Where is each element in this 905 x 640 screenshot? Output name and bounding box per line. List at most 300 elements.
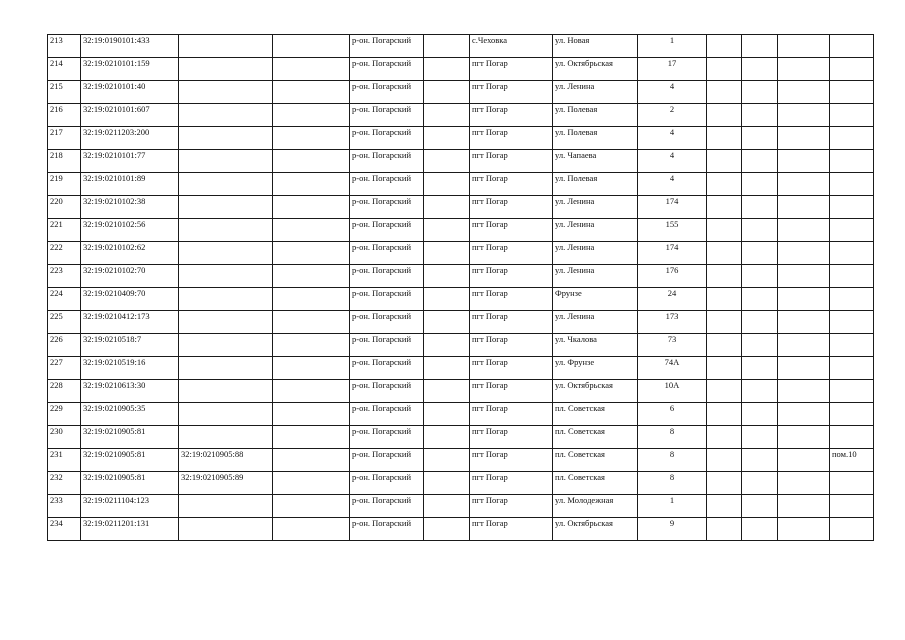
empty-cell-cell xyxy=(742,35,778,58)
cadastral-number-cell: 32:19:0210409:70 xyxy=(81,288,179,311)
cadastral-number-cell: 32:19:0210519:16 xyxy=(81,357,179,380)
row-number-cell: 232 xyxy=(48,472,81,495)
row-number-cell: 222 xyxy=(48,242,81,265)
cadastral-number-2-cell xyxy=(179,35,273,58)
note-cell xyxy=(830,311,874,334)
empty-cell-cell xyxy=(424,219,470,242)
empty-cell-cell xyxy=(273,495,350,518)
row-number-cell: 227 xyxy=(48,357,81,380)
empty-cell-cell xyxy=(707,242,742,265)
empty-cell-cell xyxy=(778,426,830,449)
empty-cell-cell xyxy=(742,495,778,518)
street-cell: пл. Советская xyxy=(553,403,638,426)
empty-cell-cell xyxy=(424,334,470,357)
empty-cell-cell xyxy=(424,58,470,81)
cadastral-number-cell: 32:19:0210102:38 xyxy=(81,196,179,219)
empty-cell-cell xyxy=(424,449,470,472)
empty-cell-cell xyxy=(273,403,350,426)
empty-cell-cell xyxy=(742,196,778,219)
settlement-cell: пгт Погар xyxy=(470,495,553,518)
property-table xyxy=(47,34,874,541)
empty-cell-cell xyxy=(778,219,830,242)
table-row xyxy=(48,150,874,173)
empty-cell-cell xyxy=(742,518,778,541)
district-cell: р-он. Погарский xyxy=(350,472,424,495)
empty-cell-cell xyxy=(273,35,350,58)
row-number-cell: 216 xyxy=(48,104,81,127)
table-row xyxy=(48,334,874,357)
empty-cell-cell xyxy=(778,449,830,472)
empty-cell-cell xyxy=(707,173,742,196)
street-cell: ул. Полевая xyxy=(553,127,638,150)
empty-cell-cell xyxy=(742,219,778,242)
empty-cell-cell xyxy=(273,472,350,495)
empty-cell-cell xyxy=(707,311,742,334)
house-number-cell: 176 xyxy=(638,265,707,288)
cadastral-number-2-cell: 32:19:0210905:89 xyxy=(179,472,273,495)
empty-cell-cell xyxy=(778,334,830,357)
note-cell xyxy=(830,104,874,127)
district-cell: р-он. Погарский xyxy=(350,357,424,380)
street-cell: ул. Чкалова xyxy=(553,334,638,357)
empty-cell-cell xyxy=(742,357,778,380)
cadastral-number-cell: 32:19:0210101:159 xyxy=(81,58,179,81)
empty-cell-cell xyxy=(273,81,350,104)
table-row xyxy=(48,357,874,380)
district-cell: р-он. Погарский xyxy=(350,495,424,518)
settlement-cell: пгт Погар xyxy=(470,472,553,495)
street-cell: ул. Молодежная xyxy=(553,495,638,518)
note-cell xyxy=(830,380,874,403)
district-cell: р-он. Погарский xyxy=(350,242,424,265)
settlement-cell: пгт Погар xyxy=(470,196,553,219)
cadastral-number-cell: 32:19:0210905:81 xyxy=(81,449,179,472)
settlement-cell: пгт Погар xyxy=(470,426,553,449)
house-number-cell: 6 xyxy=(638,403,707,426)
cadastral-number-2-cell xyxy=(179,104,273,127)
empty-cell-cell xyxy=(707,81,742,104)
settlement-cell: пгт Погар xyxy=(470,219,553,242)
empty-cell-cell xyxy=(273,334,350,357)
empty-cell-cell xyxy=(707,104,742,127)
note-cell xyxy=(830,242,874,265)
empty-cell-cell xyxy=(778,472,830,495)
table-body xyxy=(48,35,874,541)
empty-cell-cell xyxy=(742,426,778,449)
empty-cell-cell xyxy=(424,265,470,288)
house-number-cell: 8 xyxy=(638,426,707,449)
empty-cell-cell xyxy=(273,518,350,541)
note-cell xyxy=(830,173,874,196)
empty-cell-cell xyxy=(424,104,470,127)
empty-cell-cell xyxy=(742,265,778,288)
cadastral-number-cell: 32:19:0210905:81 xyxy=(81,426,179,449)
table-row xyxy=(48,196,874,219)
empty-cell-cell xyxy=(424,150,470,173)
settlement-cell: пгт Погар xyxy=(470,449,553,472)
empty-cell-cell xyxy=(778,380,830,403)
empty-cell-cell xyxy=(707,265,742,288)
district-cell: р-он. Погарский xyxy=(350,426,424,449)
table-row xyxy=(48,311,874,334)
note-cell xyxy=(830,196,874,219)
empty-cell-cell xyxy=(742,288,778,311)
street-cell: ул. Полевая xyxy=(553,173,638,196)
cadastral-number-cell: 32:19:0210102:62 xyxy=(81,242,179,265)
cadastral-number-2-cell: 32:19:0210905:88 xyxy=(179,449,273,472)
table-row xyxy=(48,173,874,196)
cadastral-number-cell: 32:19:0210412:173 xyxy=(81,311,179,334)
empty-cell-cell xyxy=(742,127,778,150)
empty-cell-cell xyxy=(707,380,742,403)
row-number-cell: 219 xyxy=(48,173,81,196)
cadastral-number-cell: 32:19:0210101:607 xyxy=(81,104,179,127)
row-number-cell: 229 xyxy=(48,403,81,426)
empty-cell-cell xyxy=(742,311,778,334)
cadastral-number-2-cell xyxy=(179,173,273,196)
cadastral-number-cell: 32:19:0210518:7 xyxy=(81,334,179,357)
note-cell xyxy=(830,472,874,495)
empty-cell-cell xyxy=(273,426,350,449)
cadastral-number-2-cell xyxy=(179,380,273,403)
empty-cell-cell xyxy=(707,127,742,150)
table-row xyxy=(48,58,874,81)
note-cell xyxy=(830,357,874,380)
note-cell xyxy=(830,127,874,150)
empty-cell-cell xyxy=(424,242,470,265)
table-row xyxy=(48,81,874,104)
cadastral-number-cell: 32:19:0211201:131 xyxy=(81,518,179,541)
house-number-cell: 173 xyxy=(638,311,707,334)
street-cell: пл. Советская xyxy=(553,426,638,449)
street-cell: ул. Ленина xyxy=(553,311,638,334)
house-number-cell: 1 xyxy=(638,495,707,518)
empty-cell-cell xyxy=(742,449,778,472)
note-cell xyxy=(830,35,874,58)
table-row xyxy=(48,426,874,449)
note-cell xyxy=(830,518,874,541)
empty-cell-cell xyxy=(707,334,742,357)
empty-cell-cell xyxy=(273,196,350,219)
settlement-cell: пгт Погар xyxy=(470,357,553,380)
district-cell: р-он. Погарский xyxy=(350,219,424,242)
cadastral-number-2-cell xyxy=(179,242,273,265)
cadastral-number-2-cell xyxy=(179,334,273,357)
house-number-cell: 1 xyxy=(638,35,707,58)
empty-cell-cell xyxy=(273,219,350,242)
note-cell xyxy=(830,58,874,81)
cadastral-number-cell: 32:19:0211104:123 xyxy=(81,495,179,518)
empty-cell-cell xyxy=(424,357,470,380)
cadastral-number-2-cell xyxy=(179,219,273,242)
house-number-cell: 9 xyxy=(638,518,707,541)
empty-cell-cell xyxy=(424,380,470,403)
settlement-cell: пгт Погар xyxy=(470,173,553,196)
row-number-cell: 230 xyxy=(48,426,81,449)
street-cell: ул. Ленина xyxy=(553,242,638,265)
empty-cell-cell xyxy=(273,357,350,380)
settlement-cell: пгт Погар xyxy=(470,104,553,127)
note-cell xyxy=(830,403,874,426)
empty-cell-cell xyxy=(742,173,778,196)
table-row xyxy=(48,104,874,127)
cadastral-number-2-cell xyxy=(179,426,273,449)
district-cell: р-он. Погарский xyxy=(350,104,424,127)
cadastral-number-2-cell xyxy=(179,127,273,150)
table-row xyxy=(48,288,874,311)
note-cell xyxy=(830,81,874,104)
empty-cell-cell xyxy=(707,495,742,518)
empty-cell-cell xyxy=(424,173,470,196)
table-row xyxy=(48,449,874,472)
row-number-cell: 215 xyxy=(48,81,81,104)
district-cell: р-он. Погарский xyxy=(350,265,424,288)
empty-cell-cell xyxy=(707,288,742,311)
empty-cell-cell xyxy=(273,265,350,288)
empty-cell-cell xyxy=(707,219,742,242)
house-number-cell: 73 xyxy=(638,334,707,357)
empty-cell-cell xyxy=(778,81,830,104)
empty-cell-cell xyxy=(273,380,350,403)
street-cell: Фрунзе xyxy=(553,288,638,311)
row-number-cell: 234 xyxy=(48,518,81,541)
house-number-cell: 4 xyxy=(638,173,707,196)
district-cell: р-он. Погарский xyxy=(350,173,424,196)
note-cell xyxy=(830,288,874,311)
cadastral-number-cell: 32:19:0210905:35 xyxy=(81,403,179,426)
note-cell: пом.10 xyxy=(830,449,874,472)
house-number-cell: 24 xyxy=(638,288,707,311)
district-cell: р-он. Погарский xyxy=(350,127,424,150)
district-cell: р-он. Погарский xyxy=(350,196,424,219)
empty-cell-cell xyxy=(273,242,350,265)
table-row xyxy=(48,127,874,150)
table-row xyxy=(48,518,874,541)
district-cell: р-он. Погарский xyxy=(350,518,424,541)
empty-cell-cell xyxy=(273,449,350,472)
house-number-cell: 8 xyxy=(638,472,707,495)
empty-cell-cell xyxy=(742,58,778,81)
street-cell: ул. Чапаева xyxy=(553,150,638,173)
settlement-cell: пгт Погар xyxy=(470,334,553,357)
row-number-cell: 218 xyxy=(48,150,81,173)
row-number-cell: 228 xyxy=(48,380,81,403)
cadastral-number-cell: 32:19:0210102:56 xyxy=(81,219,179,242)
row-number-cell: 217 xyxy=(48,127,81,150)
settlement-cell: пгт Погар xyxy=(470,518,553,541)
row-number-cell: 233 xyxy=(48,495,81,518)
district-cell: р-он. Погарский xyxy=(350,58,424,81)
house-number-cell: 155 xyxy=(638,219,707,242)
street-cell: ул. Ленина xyxy=(553,81,638,104)
street-cell: ул. Новая xyxy=(553,35,638,58)
house-number-cell: 174 xyxy=(638,242,707,265)
empty-cell-cell xyxy=(707,518,742,541)
row-number-cell: 220 xyxy=(48,196,81,219)
settlement-cell: пгт Погар xyxy=(470,58,553,81)
cadastral-number-cell: 32:19:0210613:30 xyxy=(81,380,179,403)
empty-cell-cell xyxy=(742,81,778,104)
street-cell: пл. Советская xyxy=(553,472,638,495)
empty-cell-cell xyxy=(778,150,830,173)
house-number-cell: 17 xyxy=(638,58,707,81)
empty-cell-cell xyxy=(742,403,778,426)
empty-cell-cell xyxy=(778,35,830,58)
empty-cell-cell xyxy=(424,288,470,311)
empty-cell-cell xyxy=(778,196,830,219)
empty-cell-cell xyxy=(778,104,830,127)
empty-cell-cell xyxy=(778,357,830,380)
table-row xyxy=(48,495,874,518)
house-number-cell: 4 xyxy=(638,81,707,104)
row-number-cell: 223 xyxy=(48,265,81,288)
cadastral-number-cell: 32:19:0210101:89 xyxy=(81,173,179,196)
settlement-cell: пгт Погар xyxy=(470,380,553,403)
district-cell: р-он. Погарский xyxy=(350,35,424,58)
note-cell xyxy=(830,495,874,518)
district-cell: р-он. Погарский xyxy=(350,403,424,426)
cadastral-number-cell: 32:19:0211203:200 xyxy=(81,127,179,150)
empty-cell-cell xyxy=(707,150,742,173)
note-cell xyxy=(830,265,874,288)
settlement-cell: пгт Погар xyxy=(470,150,553,173)
empty-cell-cell xyxy=(742,104,778,127)
cadastral-number-2-cell xyxy=(179,495,273,518)
empty-cell-cell xyxy=(778,58,830,81)
empty-cell-cell xyxy=(742,334,778,357)
note-cell xyxy=(830,334,874,357)
empty-cell-cell xyxy=(778,495,830,518)
empty-cell-cell xyxy=(707,196,742,219)
district-cell: р-он. Погарский xyxy=(350,449,424,472)
empty-cell-cell xyxy=(424,403,470,426)
note-cell xyxy=(830,426,874,449)
street-cell: ул. Ленина xyxy=(553,196,638,219)
empty-cell-cell xyxy=(707,449,742,472)
empty-cell-cell xyxy=(778,265,830,288)
district-cell: р-он. Погарский xyxy=(350,380,424,403)
empty-cell-cell xyxy=(707,472,742,495)
cadastral-number-2-cell xyxy=(179,196,273,219)
row-number-cell: 214 xyxy=(48,58,81,81)
house-number-cell: 4 xyxy=(638,127,707,150)
cadastral-number-2-cell xyxy=(179,58,273,81)
empty-cell-cell xyxy=(424,127,470,150)
empty-cell-cell xyxy=(424,518,470,541)
street-cell: ул. Полевая xyxy=(553,104,638,127)
settlement-cell: пгт Погар xyxy=(470,127,553,150)
district-cell: р-он. Погарский xyxy=(350,81,424,104)
district-cell: р-он. Погарский xyxy=(350,311,424,334)
empty-cell-cell xyxy=(424,472,470,495)
house-number-cell: 2 xyxy=(638,104,707,127)
empty-cell-cell xyxy=(273,127,350,150)
empty-cell-cell xyxy=(273,58,350,81)
street-cell: ул. Ленина xyxy=(553,265,638,288)
table-row xyxy=(48,265,874,288)
table-row xyxy=(48,403,874,426)
row-number-cell: 213 xyxy=(48,35,81,58)
cadastral-number-2-cell xyxy=(179,518,273,541)
house-number-cell: 74А xyxy=(638,357,707,380)
row-number-cell: 224 xyxy=(48,288,81,311)
settlement-cell: с.Чеховка xyxy=(470,35,553,58)
empty-cell-cell xyxy=(273,311,350,334)
cadastral-number-2-cell xyxy=(179,288,273,311)
street-cell: ул. Фрунзе xyxy=(553,357,638,380)
table-row xyxy=(48,380,874,403)
house-number-cell: 4 xyxy=(638,150,707,173)
cadastral-number-2-cell xyxy=(179,81,273,104)
cadastral-number-cell: 32:19:0190101:433 xyxy=(81,35,179,58)
note-cell xyxy=(830,150,874,173)
settlement-cell: пгт Погар xyxy=(470,403,553,426)
empty-cell-cell xyxy=(424,426,470,449)
row-number-cell: 221 xyxy=(48,219,81,242)
empty-cell-cell xyxy=(742,472,778,495)
street-cell: ул. Октябрьская xyxy=(553,58,638,81)
empty-cell-cell xyxy=(778,311,830,334)
empty-cell-cell xyxy=(707,357,742,380)
cadastral-number-2-cell xyxy=(179,357,273,380)
empty-cell-cell xyxy=(273,173,350,196)
row-number-cell: 231 xyxy=(48,449,81,472)
empty-cell-cell xyxy=(707,403,742,426)
empty-cell-cell xyxy=(778,242,830,265)
cadastral-number-cell: 32:19:0210101:40 xyxy=(81,81,179,104)
row-number-cell: 226 xyxy=(48,334,81,357)
empty-cell-cell xyxy=(778,403,830,426)
empty-cell-cell xyxy=(778,127,830,150)
cadastral-number-cell: 32:19:0210102:70 xyxy=(81,265,179,288)
empty-cell-cell xyxy=(424,495,470,518)
street-cell: ул. Октябрьская xyxy=(553,380,638,403)
empty-cell-cell xyxy=(707,35,742,58)
settlement-cell: пгт Погар xyxy=(470,242,553,265)
empty-cell-cell xyxy=(424,81,470,104)
row-number-cell: 225 xyxy=(48,311,81,334)
cadastral-number-cell: 32:19:0210905:81 xyxy=(81,472,179,495)
empty-cell-cell xyxy=(273,288,350,311)
house-number-cell: 10А xyxy=(638,380,707,403)
settlement-cell: пгт Погар xyxy=(470,288,553,311)
empty-cell-cell xyxy=(424,311,470,334)
settlement-cell: пгт Погар xyxy=(470,265,553,288)
cadastral-number-2-cell xyxy=(179,403,273,426)
cadastral-number-2-cell xyxy=(179,265,273,288)
empty-cell-cell xyxy=(742,150,778,173)
table-row xyxy=(48,242,874,265)
table-row xyxy=(48,219,874,242)
street-cell: ул. Ленина xyxy=(553,219,638,242)
empty-cell-cell xyxy=(707,426,742,449)
empty-cell-cell xyxy=(742,380,778,403)
district-cell: р-он. Погарский xyxy=(350,150,424,173)
empty-cell-cell xyxy=(778,288,830,311)
district-cell: р-он. Погарский xyxy=(350,334,424,357)
settlement-cell: пгт Погар xyxy=(470,311,553,334)
empty-cell-cell xyxy=(424,196,470,219)
district-cell: р-он. Погарский xyxy=(350,288,424,311)
house-number-cell: 8 xyxy=(638,449,707,472)
cadastral-number-2-cell xyxy=(179,311,273,334)
empty-cell-cell xyxy=(273,150,350,173)
cadastral-number-2-cell xyxy=(179,150,273,173)
table-row xyxy=(48,35,874,58)
settlement-cell: пгт Погар xyxy=(470,81,553,104)
table-row xyxy=(48,472,874,495)
street-cell: ул. Октябрьская xyxy=(553,518,638,541)
